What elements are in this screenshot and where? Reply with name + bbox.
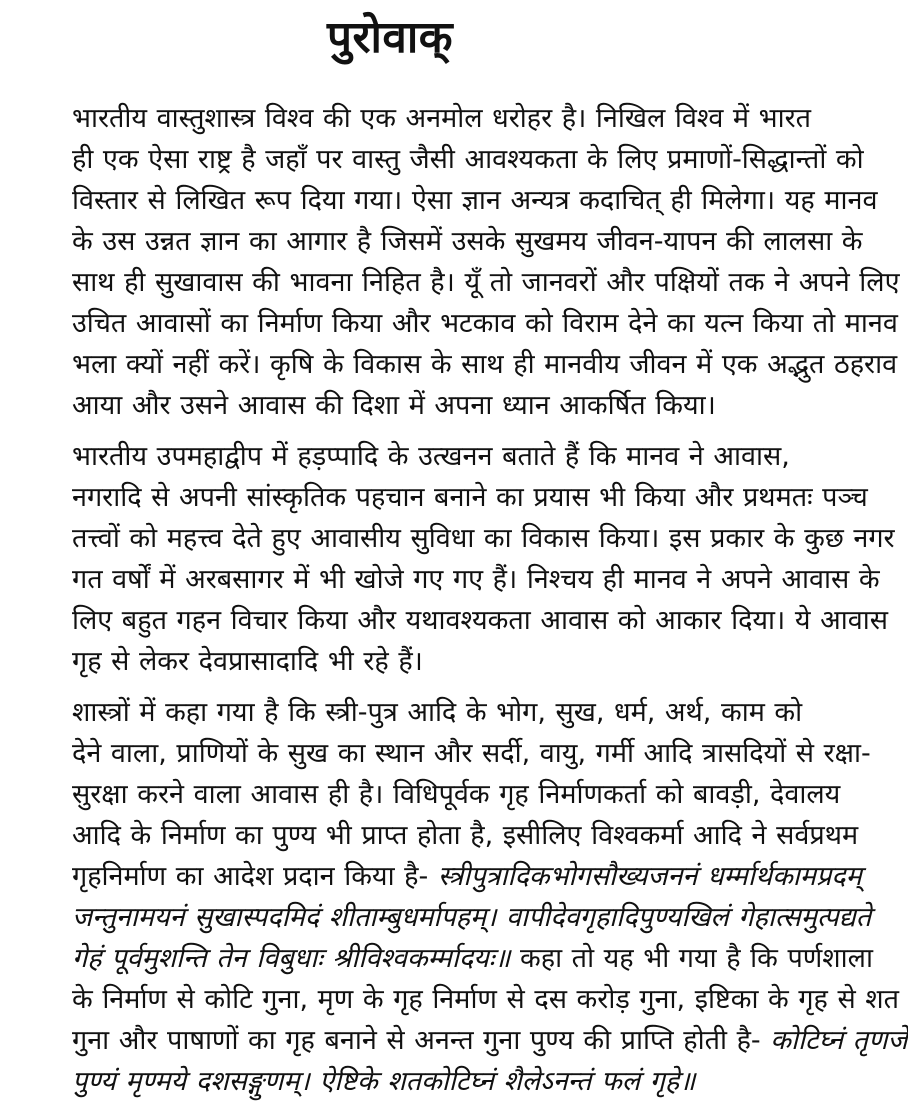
paragraph-spacer [26, 682, 754, 692]
sanskrit-verse: गेहं पूर्वमुशन्ति तेन विबुधाः श्रीविश्वकर्म्मादयः॥ [72, 943, 511, 974]
paragraph-line: गृह से लेकर देवप्रासादादि भी रहे हैं। [72, 646, 423, 677]
paragraph-line: साथ ही सुखावास की भावना निहित है। यूँ तो जानवरों और पक्षियों तक ने अपने लिए [72, 267, 900, 298]
paragraph-2 [26, 436, 895, 682]
paragraph-line: ही एक ऐसा राष्ट्र है जहाँ पर वास्तु जैसी आवश्यकता के लिए प्रमाणों-सिद्धान्तों को [72, 144, 864, 175]
paragraph-line: के उस उन्नत ज्ञान का आगार है जिसमें उसके सुखमय जीवन-यापन की लालसा के [72, 226, 863, 257]
sanskrit-verse: जन्तुनामयनं सुखास्पदमिदं शीताम्बुधर्मापहम्। वापीदेवगृहादिपुण्यखिलं गेहात्समुत्पद्यते [72, 902, 872, 933]
paragraph-line [26, 938, 873, 979]
paragraph-line: आदि के निर्माण का पुण्य भी प्राप्त होता है, इसीलिए विश्वकर्मा आदि ने सर्वप्रथम [72, 820, 859, 851]
paragraph-line: के निर्माण से कोटि गुना, मृण के गृह निर्माण से दस करोड़ गुना, इष्टिका के गृह से शत [72, 984, 900, 1015]
paragraph-1 [26, 98, 900, 426]
paragraph-spacer [26, 426, 754, 436]
sanskrit-verse: पुण्यं मृण्मये दशसङ्गुणम्। ऐष्टिके शतकोटिघ्नं शैलेऽनन्तं फलं गृहे॥ [72, 1066, 696, 1097]
page-title: पुरोवाक् [326, 12, 454, 63]
paragraph-text: गृहनिर्माण का आदेश प्रदान किया है- [72, 861, 438, 892]
paragraph-line: विस्तार से लिखित रूप दिया गया। ऐसा ज्ञान अन्यत्र कदाचित् ही मिलेगा। यह मानव [72, 185, 878, 216]
paragraph-3 [26, 692, 908, 1102]
sanskrit-verse: स्त्रीपुत्रादिकभोगसौख्यजननं धर्म्मार्थकामप्रदम् [437, 861, 862, 892]
sanskrit-verse: कोटिघ्नं तृणजे [770, 1025, 908, 1056]
paragraph-text: गुना और पाषाणों का गृह बनाने से अनन्त गुना पुण्य की प्राप्ति होती है- [72, 1025, 771, 1056]
paragraph-line: भारतीय उपमहाद्वीप में हड़प्पादि के उत्खनन बताते हैं कि मानव ने आवास, [72, 441, 790, 472]
paragraph-text: कहा तो यह भी गया है कि पर्णशाला [510, 943, 873, 974]
paragraph-line: भला क्यों नहीं करें। कृषि के विकास के साथ ही मानवीय जीवन में एक अद्भुत ठहराव [72, 349, 898, 380]
paragraph-line: तत्त्वों को महत्त्व देते हुए आवासीय सुविधा का विकास किया। इस प्रकार के कुछ नगर [72, 523, 895, 554]
paragraph-line: नगरादि से अपनी सांस्कृतिक पहचान बनाने का प्रयास भी किया और प्रथमतः पञ्च [72, 482, 868, 513]
paragraph-line: शास्त्रों में कहा गया है कि स्त्री-पुत्र आदि के भोग, सुख, धर्म, अर्थ, काम को [72, 697, 803, 728]
paragraph-line: देने वाला, प्राणियों के सुख का स्थान और सर्दी, वायु, गर्मी आदि त्रासदियों से रक्षा- [72, 738, 871, 769]
paragraph-line: गत वर्षों में अरबसागर में भी खोजे गए गए हैं। निश्चय ही मानव ने अपने आवास के [72, 564, 880, 595]
paragraph-line: सुरक्षा करने वाला आवास ही है। विधिपूर्वक गृह निर्माणकर्ता को बावड़ी, देवालय [72, 779, 841, 810]
paragraph-line: आया और उसने आवास की दिशा में अपना ध्यान आकर्षित किया। [72, 390, 716, 421]
paragraph-line [26, 1020, 908, 1061]
paragraph-line: लिए बहुत गहन विचार किया और यथावश्यकता आवास को आकार दिया। ये आवास [72, 605, 888, 636]
paragraph-line: भारतीय वास्तुशास्त्र विश्व की एक अनमोल धरोहर है। निखिल विश्व में भारत [72, 103, 812, 134]
paragraph-line [26, 856, 862, 897]
paragraph-line: उचित आवासों का निर्माण किया और भटकाव को विराम देने का यत्न किया तो मानव [72, 308, 898, 339]
